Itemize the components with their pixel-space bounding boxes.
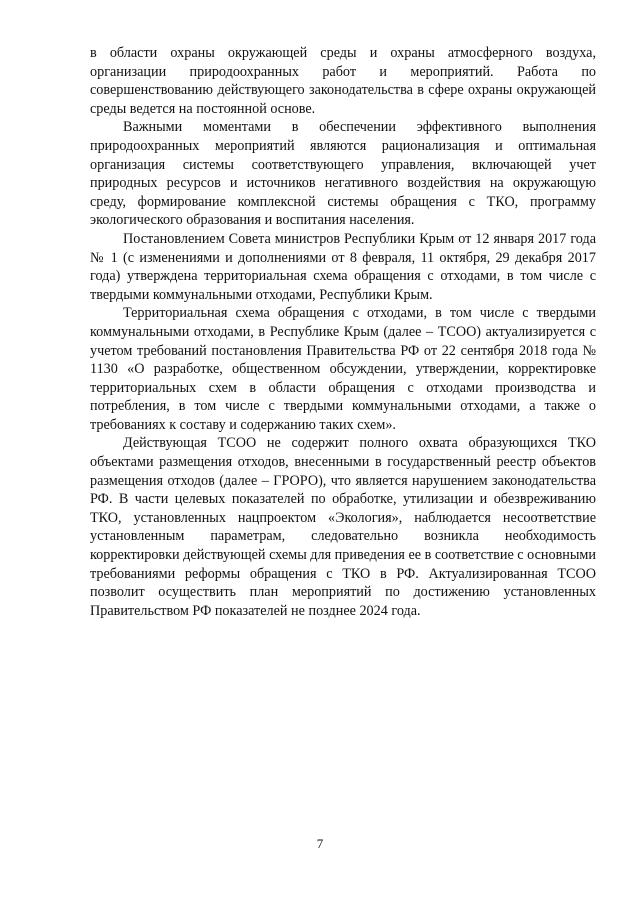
paragraph-council-resolution: Постановлением Совета министров Республики Крым от 12 января 2017 года № 1 (с изменениями и дополнениями от 8 февраля, 11 октября, 29 декабря 2017 года) утверждена территориальная схема обращения с отходами, в том числе с твердыми коммунальными отходами, Республики Крым. xyxy=(90,230,596,303)
paragraph-environmental-protection-work: в области охраны окружающей среды и охраны атмосферного воздуха, организации природоохранных работ и мероприятий. Работа по совершенствованию действующего законодательства в сфере охраны окружающей среды ведется на постоянной основе. xyxy=(90,45,596,117)
paragraph-territorial-scheme: Территориальная схема обращения с отходами, в том числе с твердыми коммунальными отходами, в Республике Крым (далее – ТСОО) актуализируется с учетом требований постановления Правительства РФ от 22 сентября 2018 года № 1130 «О разработке, общественном обсуждении, утверждении, корректировке территориальных схем в области обращения с отходами производства и потребления, в том числе с твердыми коммунальными отходами, а также о требованиях к составу и содержанию таких схем». xyxy=(90,305,596,433)
paragraph-current-tsoo: Действующая ТСОО не содержит полного охвата образующихся ТКО объектами размещения отходов, внесенными в государственный реестр объектов размещения отходов (далее – ГРОРО), что является нарушением законодательства РФ. В части целевых показателей по обработке, утилизации и обезвреживанию ТКО, установленных нацпроектом «Экология», наблюдается несоответствие установленным параметрам, следовательно возникла необходимость корректировки действующей схемы для приведения ее в соответствие с основными требованиями реформы обращения с ТКО в РФ. Актуализированная ТСОО позволит осуществить план мероприятий по достижению установленных Правительством РФ показателей не позднее 2024 года. xyxy=(90,435,596,619)
paragraph-key-measures: Важными моментами в обеспечении эффективного выполнения природоохранных мероприятий являются рационализация и оптимальная организация системы соответствующего управления, включающей учет природных ресурсов и источников негативного воздействия на окружающую среду, формирование комплексной системы обращения с ТКО, программу экологического образования и воспитания населения. xyxy=(90,119,596,229)
page-number: 7 xyxy=(316,836,324,851)
document-page xyxy=(90,44,596,620)
